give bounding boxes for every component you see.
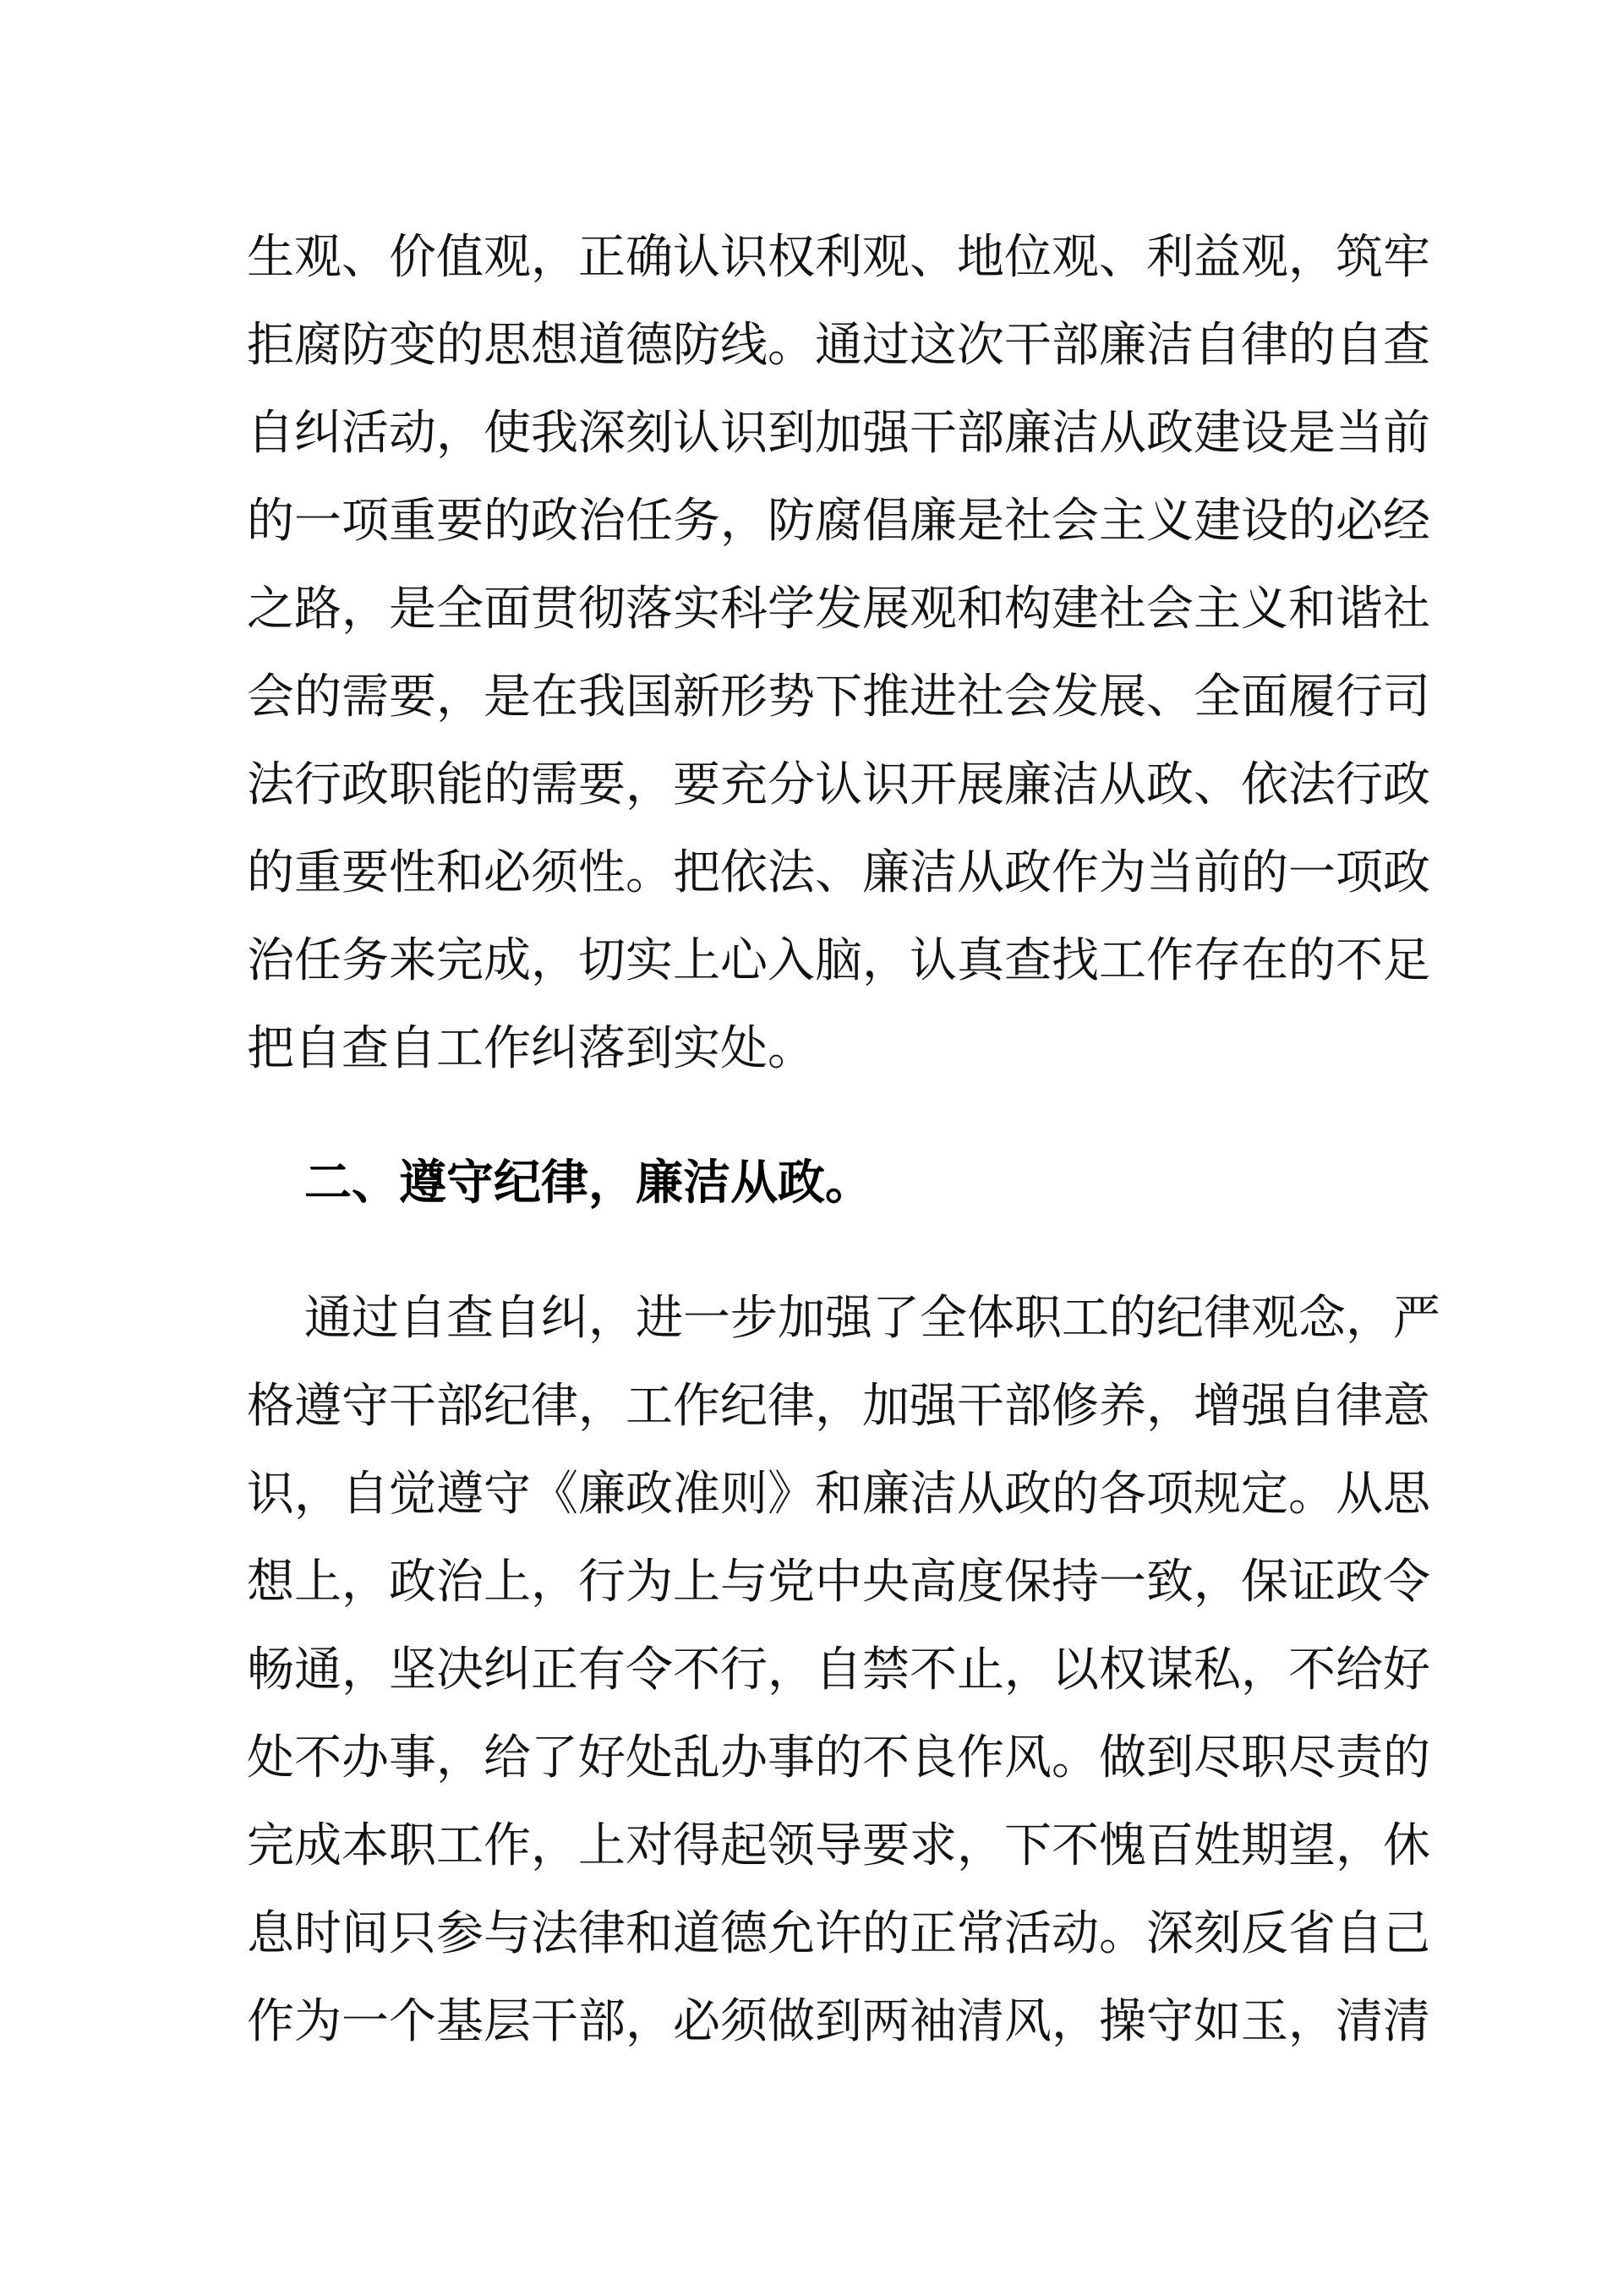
text-line: 想上，政治上，行为上与党中央高度保持一致，保证政令 <box>247 1555 1430 1610</box>
text-line: 完成本职工作，上对得起领导要求，下不愧百姓期望，休 <box>247 1818 1430 1873</box>
text-line: 之路，是全面贯彻落实科学发展观和构建社会主义和谐社 <box>247 582 1430 637</box>
text-line: 处不办事，给了好处乱办事的不良作风。做到尽职尽责的 <box>247 1730 1430 1785</box>
text-line: 生观、价值观，正确认识权利观、地位观、利益观，筑牢 <box>247 230 1430 285</box>
text-line: 息时间只参与法律和道德允许的正常活动。深刻反省自己 <box>247 1906 1430 1961</box>
text-line: 格遵守干部纪律，工作纪律，加强干部修养，增强自律意 <box>247 1379 1430 1434</box>
text-line: 自纠活动，使我深刻认识到加强干部廉洁从政建设是当前 <box>247 406 1430 461</box>
text-line: 法行政职能的需要，要充分认识开展廉洁从政、依法行政 <box>247 757 1430 812</box>
text-line: 通过自查自纠，进一步加强了全体职工的纪律观念，严 <box>304 1291 1440 1346</box>
text-line: 畅通，坚决纠正有令不行，自禁不止，以权谋私，不给好 <box>247 1643 1430 1697</box>
text-line: 会的需要，是在我国新形势下推进社会发展、全面履行司 <box>247 670 1430 724</box>
section-heading: 二、遵守纪律，廉洁从政。 <box>304 1156 872 1211</box>
text-line: 治任务来完成，切实上心入脑，认真查找工作存在的不足 <box>247 933 1430 988</box>
text-line: 的一项重要的政治任务，防腐倡廉是社会主义建设的必经 <box>247 494 1430 549</box>
text-line: 把自查自工作纠落到实处。 <box>247 1021 815 1076</box>
text-line: 识，自觉遵守《廉政准则》和廉洁从政的各项规定。从思 <box>247 1467 1430 1522</box>
text-line: 作为一个基层干部，必须做到两袖清风，操守如玉，清清 <box>247 1994 1430 2049</box>
text-line: 的重要性和必须性。把依法、廉洁从政作为当前的一项政 <box>247 845 1430 900</box>
text-line: 拒腐防变的思想道德防线。通过这次干部廉洁自律的自查 <box>247 318 1430 373</box>
